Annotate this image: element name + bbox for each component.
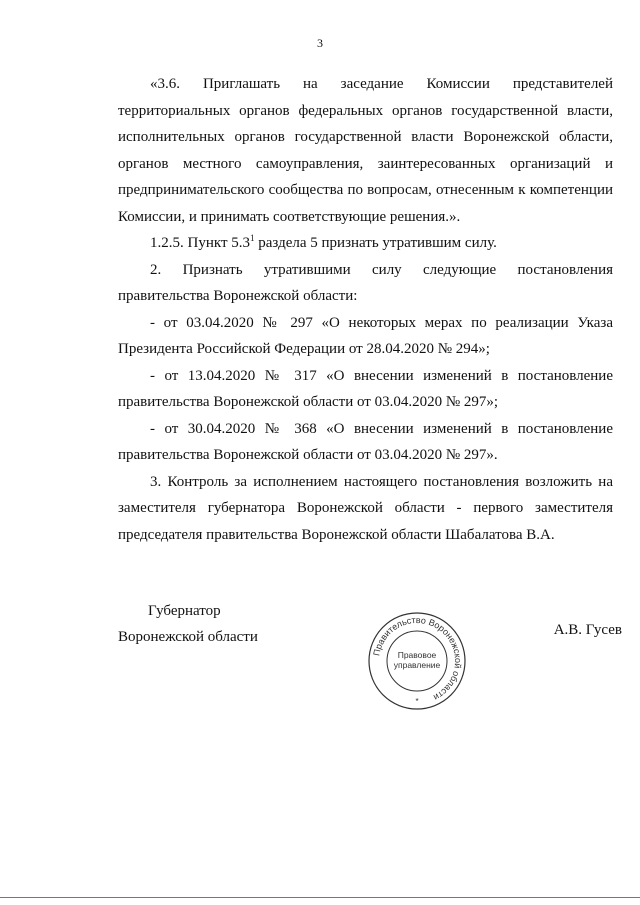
- item-125-sup: 1: [250, 233, 255, 243]
- list-item-317: - от 13.04.2020 № 317 «О внесении изменений в постановление правительства Воронежской области от 03.04.2020 № 297»;: [118, 367, 613, 410]
- item-125-text: раздела 5 признать утратившим силу.: [258, 235, 497, 251]
- list-item-297: - от 03.04.2020 № 297 «О некоторых мерах по реализации Указа Президента Российской Федерации от 28.04.2020 № 294»;: [118, 314, 613, 357]
- stamp-center-line2: управление: [393, 660, 441, 670]
- paragraph-3-6: «3.6. Приглашать на заседание Комиссии представителей территориальных органов федеральных органов государственной власти, исполнительных органов государственной власти Воронежской области, органов местного самоуправления, заинтересованных организаций и предпринимательского сообщества по вопросам, отнесенным к компетенции Комиссии, и принимать соответствующие решения.».: [118, 76, 613, 225]
- signer-title-line1: Губернатор: [148, 603, 221, 619]
- list-item-368: - от 30.04.2020 № 368 «О внесении изменений в постановление правительства Воронежской области от 03.04.2020 № 297».: [118, 420, 613, 463]
- signer-title: [118, 598, 298, 650]
- page-bottom-rule: [0, 897, 640, 898]
- signer-title-line2: Воронежской области: [118, 629, 258, 645]
- stamp-star: *: [415, 697, 419, 706]
- stamp-center-line1: Правовое: [397, 650, 437, 660]
- signer-name: А.В. Гусев: [553, 622, 622, 638]
- item-125-prefix: 1.2.5. Пункт 5.3: [150, 235, 251, 251]
- paragraph-3: 3. Контроль за исполнением настоящего постановления возложить на заместителя губернатора Воронежской области - первого заместителя председателя правительства Воронежской области Шабалатова В.А.: [118, 473, 613, 543]
- stamp-ring-text: Правительство Воронежской области: [371, 614, 464, 703]
- paragraph-2: 2. Признать утратившими силу следующие постановления правительства Воронежской области:: [118, 261, 613, 304]
- official-stamp: [366, 610, 468, 712]
- paragraph-1-2-5: [118, 230, 613, 257]
- document-body: [118, 71, 613, 548]
- page-number: 3: [317, 36, 323, 50]
